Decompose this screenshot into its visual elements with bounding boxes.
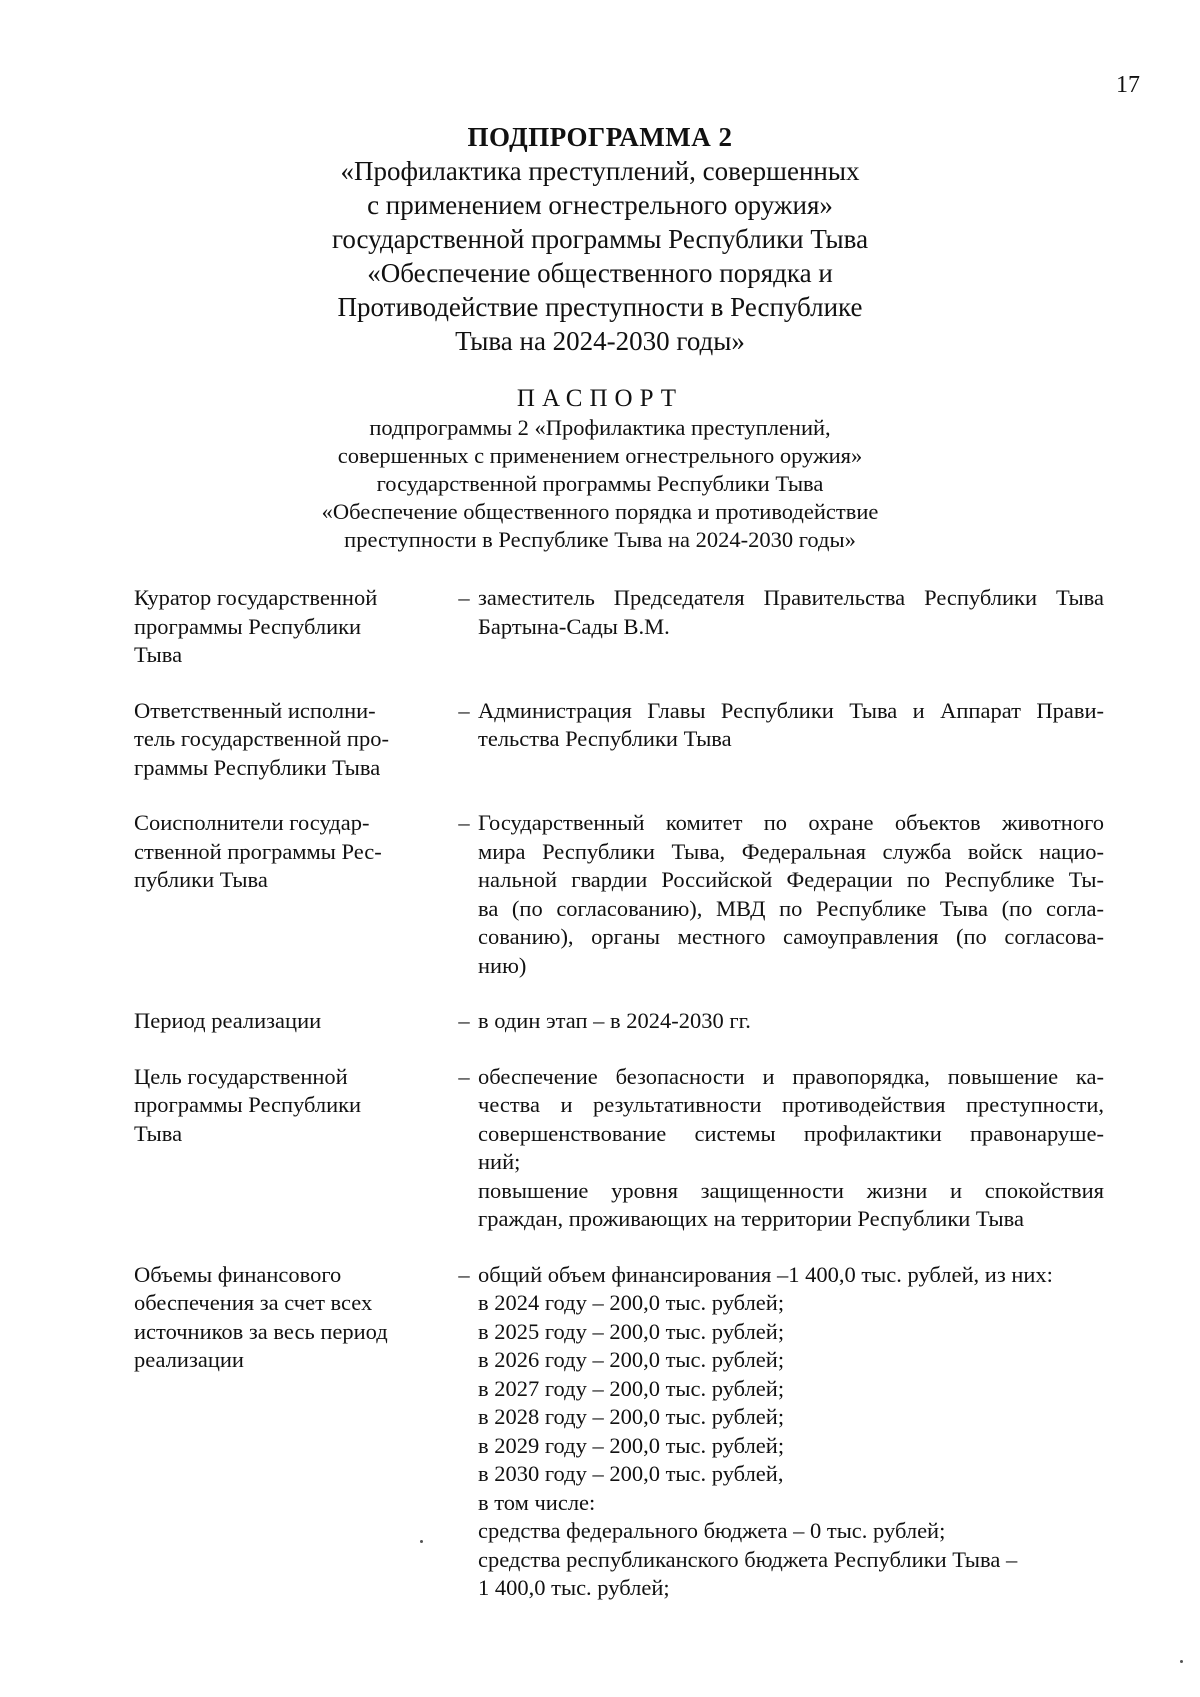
scan-speck bbox=[1180, 1660, 1183, 1663]
passport-line: подпрограммы 2 «Профилактика преступлений, bbox=[369, 415, 831, 440]
row-value-line: в 2026 году – 200,0 тыс. рублей; bbox=[478, 1347, 785, 1372]
row-value-line: Бартына-Сады В.М. bbox=[478, 613, 670, 639]
row-value-line: 1 400,0 тыс. рублей; bbox=[478, 1575, 670, 1600]
row-value-line: мира Республики Тыва, Федеральная служба войск нацио- bbox=[478, 838, 1104, 864]
row-value-line: заместитель Председателя Правительства Республики Тыва bbox=[478, 585, 1104, 610]
row-label-line: Ответственный исполни- bbox=[134, 697, 376, 723]
row-value-line: общий объем финансирования –1 400,0 тыс. рублей, из них: bbox=[478, 1261, 1053, 1287]
row-value bbox=[478, 809, 1104, 980]
row-value-line: средства республиканского бюджета Республики Тыва – bbox=[478, 1546, 1018, 1572]
row-label-line: Объемы финансового bbox=[134, 1261, 342, 1287]
row-value-line: средства федерального бюджета – 0 тыс. рублей; bbox=[478, 1518, 946, 1543]
passport-heading bbox=[120, 384, 1080, 554]
row-label bbox=[134, 584, 420, 670]
passport-row bbox=[134, 1063, 1114, 1234]
passport-row bbox=[134, 697, 1114, 783]
passport-line: совершенных с применением огнестрельного оружия» bbox=[337, 443, 863, 468]
row-label-line: реализации bbox=[134, 1347, 244, 1372]
heading-line: «Обеспечение общественного порядка и bbox=[367, 258, 833, 288]
row-dash: – bbox=[458, 585, 470, 610]
row-value-line: в 2024 году – 200,0 тыс. рублей; bbox=[478, 1290, 785, 1315]
row-value-line: нию) bbox=[478, 952, 527, 978]
row-label bbox=[134, 697, 420, 783]
row-label-line: Соисполнители государ- bbox=[134, 810, 370, 835]
page-number: 17 bbox=[1116, 72, 1140, 98]
row-label-line: Период реализации bbox=[134, 1008, 322, 1033]
passport-row bbox=[134, 809, 1114, 980]
row-value-line: в 2029 году – 200,0 тыс. рублей; bbox=[478, 1432, 785, 1458]
row-value bbox=[478, 1007, 1104, 1036]
row-label-line: ственной программы Рес- bbox=[134, 838, 382, 864]
row-label-line: граммы Республики Тыва bbox=[134, 754, 381, 780]
passport-line: «Обеспечение общественного порядка и противодействие bbox=[321, 499, 879, 524]
passport-table bbox=[134, 584, 1114, 1630]
row-label bbox=[134, 1261, 420, 1603]
heading-line: «Профилактика преступлений, совершенных bbox=[340, 156, 860, 186]
row-label-line: Тыва bbox=[134, 1120, 183, 1146]
row-label-line: Куратор государственной bbox=[134, 585, 378, 610]
row-value-line: сованию), органы местного самоуправления (по согласова- bbox=[478, 924, 1104, 949]
row-dash: – bbox=[458, 1063, 470, 1089]
row-value-line: в 2027 году – 200,0 тыс. рублей; bbox=[478, 1375, 785, 1401]
row-dash: – bbox=[458, 810, 470, 835]
row-label-line: обеспечения за счет всех bbox=[134, 1290, 373, 1315]
subprogram-heading bbox=[120, 120, 1080, 358]
row-label-line: тель государственной про- bbox=[134, 726, 389, 751]
row-value-line: нальной гвардии Российской Федерации по Республике Ты- bbox=[478, 867, 1104, 892]
row-value-line: в том числе: bbox=[478, 1489, 596, 1515]
heading-line: Тыва на 2024-2030 годы» bbox=[455, 326, 745, 356]
subprogram-title: ПОДПРОГРАММА 2 bbox=[467, 122, 733, 152]
row-value-line: чества и результативности противодействия преступности, bbox=[478, 1092, 1104, 1117]
row-value-line: тельства Республики Тыва bbox=[478, 726, 732, 751]
row-label-line: программы Республики bbox=[134, 613, 362, 639]
row-value-line: совершенствование системы профилактики правонаруше- bbox=[478, 1120, 1104, 1146]
heading-line: с применением огнестрельного оружия» bbox=[367, 190, 833, 220]
passport-line: государственной программы Республики Тыва bbox=[376, 471, 824, 496]
row-label-line: источников за весь период bbox=[134, 1318, 388, 1344]
row-dash: – bbox=[458, 1008, 470, 1033]
row-label-line: публики Тыва bbox=[134, 867, 268, 892]
scan-speck bbox=[420, 1540, 423, 1543]
passport-row bbox=[134, 1261, 1114, 1603]
heading-line: Противодействие преступности в Республике bbox=[337, 292, 863, 322]
row-value bbox=[478, 697, 1104, 783]
row-dash: – bbox=[458, 697, 470, 723]
row-label-line: Тыва bbox=[134, 642, 183, 667]
row-label bbox=[134, 1063, 420, 1234]
row-value-line: Государственный комитет по охране объектов животного bbox=[478, 810, 1104, 835]
row-value-line: ва (по согласованию), МВД по Республике Тыва (по согла- bbox=[478, 895, 1104, 921]
row-value-line: обеспечение безопасности и правопорядка, повышение ка- bbox=[478, 1063, 1104, 1089]
row-value-line: в 2030 году – 200,0 тыс. рублей, bbox=[478, 1461, 784, 1486]
row-label bbox=[134, 809, 420, 980]
row-value bbox=[478, 584, 1104, 670]
row-value bbox=[478, 1063, 1104, 1234]
passport-line: преступности в Республике Тыва на 2024-2030 годы» bbox=[344, 527, 856, 552]
row-value-line: Администрация Главы Республики Тыва и Аппарат Прави- bbox=[478, 697, 1104, 723]
row-label-line: программы Республики bbox=[134, 1092, 362, 1117]
passport-row bbox=[134, 1007, 1114, 1036]
passport-row bbox=[134, 584, 1114, 670]
row-value-line: в один этап – в 2024-2030 гг. bbox=[478, 1008, 751, 1033]
row-label bbox=[134, 1007, 420, 1036]
row-value-line: в 2028 году – 200,0 тыс. рублей; bbox=[478, 1404, 785, 1429]
row-value-line: граждан, проживающих на территории Республики Тыва bbox=[478, 1206, 1024, 1231]
passport-title: ПАСПОРТ bbox=[516, 385, 684, 412]
row-value-line: повышение уровня защищенности жизни и спокойствия bbox=[478, 1177, 1104, 1203]
row-dash: – bbox=[458, 1261, 470, 1287]
heading-line: государственной программы Республики Тыва bbox=[331, 224, 869, 254]
row-value-line: в 2025 году – 200,0 тыс. рублей; bbox=[478, 1318, 785, 1344]
row-label-line: Цель государственной bbox=[134, 1063, 348, 1089]
row-value bbox=[478, 1261, 1104, 1603]
row-value-line: ний; bbox=[478, 1149, 521, 1174]
